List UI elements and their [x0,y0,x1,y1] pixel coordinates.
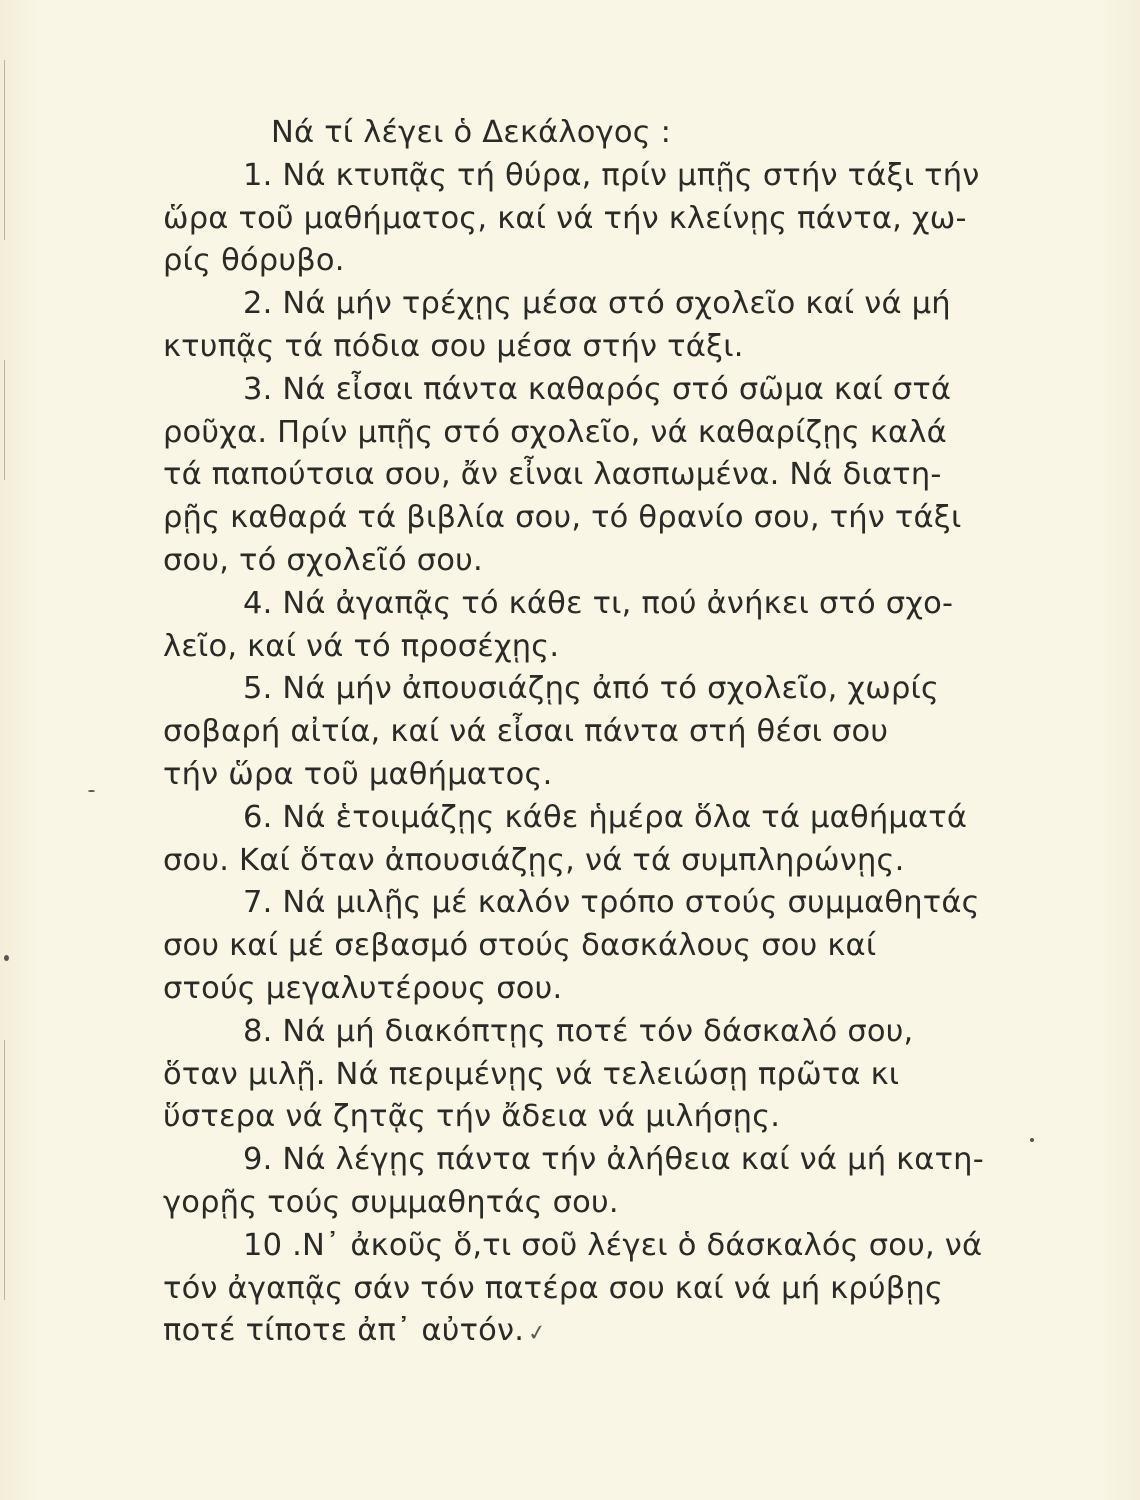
rule-line: 1. Νά κτυπᾷς τή θύρα, πρίν μπῇς στήν τάξι τήν [243,157,980,193]
page-speck [88,790,95,792]
rule-7 [163,882,1008,1010]
rule-9 [163,1139,1008,1225]
rule-8 [163,1011,1008,1139]
rule-3 [163,369,1008,583]
rule-line: λεῖο, καί νά τό προσέχῃς. [163,628,560,664]
check-mark-icon: ✓ [526,1320,549,1348]
rule-line: κτυπᾷς τά πόδια σου μέσα στήν τάξι. [163,328,744,364]
rule-line: σοβαρή αἰτία, καί νά εἶσαι πάντα στή θέσι σου [163,714,889,750]
rule-line: 5. Νά μήν ἀπουσιάζῃς ἀπό τό σχολεῖο, χωρίς [243,671,940,707]
rule-line: τόν ἀγαπᾷς σάν τόν πατέρα σου καί νά μή κρύβῃς [163,1270,944,1306]
rule-line: σου καί μέ σεβασμό στούς δασκάλους σου καί [163,928,877,964]
rule-1 [163,155,1008,283]
rule-line: 10 .Ν᾿ ἀκοῦς ὅ,τι σοῦ λέγει ὁ δάσκαλός σου, νά [243,1227,983,1263]
rule-line: ρῇς καθαρά τά βιβλία σου, τό θρανίο σου, τήν τάξι [163,500,962,536]
rule-line: 7. Νά μιλῇς μέ καλόν τρόπο στούς συμμαθητάς [243,885,980,921]
rule-line: 9. Νά λέγῃς πάντα τήν ἀλήθεια καί νά μή κατη- [243,1142,984,1178]
rule-4 [163,583,1008,669]
rule-last-line [163,1310,1008,1356]
rule-line-text: ποτέ τίποτε ἀπ᾿ αὐτόν. [163,1313,525,1349]
rule-line: τήν ὥρα τοῦ μαθήματος. [163,756,553,792]
rule-line: ὕστερα νά ζητᾷς τήν ἄδεια νά μιλήσῃς. [163,1099,781,1135]
rule-line: σου, τό σχολεῖό σου. [163,542,483,578]
page-speck [4,955,9,961]
rule-line: ροῦχα. Πρίν μπῇς στό σχολεῖο, νά καθαρίζῃς καλά [163,414,947,450]
margin-mark [4,1040,5,1300]
rule-line: γορῇς τούς συμμαθητάς σου. [163,1184,619,1220]
rule-line: 4. Νά ἀγαπᾷς τό κάθε τι, πού ἀνήκει στό σχο- [243,585,954,621]
rule-10 [163,1225,1008,1356]
rule-line: στούς μεγαλυτέρους σου. [163,970,563,1006]
rule-line: 8. Νά μή διακόπτῃς ποτέ τόν δάσκαλό σου, [243,1013,914,1049]
rule-5 [163,668,1008,796]
rule-6 [163,797,1008,883]
rule-line: σου. Καί ὅταν ἀπουσιάζῃς, νά τά συμπληρώνῃς. [163,842,905,878]
document-heading: Νά τί λέγει ὁ Δεκάλογος : [271,115,672,150]
rule-line: 6. Νά ἑτοιμάζῃς κάθε ἡμέρα ὅλα τά μαθήματά [243,799,968,835]
rule-line: 2. Νά μήν τρέχῃς μέσα στό σχολεῖο καί νά μή [243,286,951,322]
page-speck [1030,1138,1034,1142]
document-body [163,112,1008,1356]
rule-line: τά παπούτσια σου, ἄν εἶναι λασπωμένα. Νά διατη- [163,457,942,493]
margin-mark [4,60,5,240]
rule-line: 3. Νά εἶσαι πάντα καθαρός στό σῶμα καί στά [243,371,952,407]
rule-line: ὥρα τοῦ μαθήματος, καί νά τήν κλείνῃς πάντα, χω- [163,200,967,236]
margin-mark [4,360,5,480]
rule-line: ὅταν μιλῇ. Νά περιμένῃς νά τελειώσῃ πρῶτα κι [163,1056,900,1092]
rule-2 [163,283,1008,369]
rule-line: ρίς θόρυβο. [163,243,345,279]
